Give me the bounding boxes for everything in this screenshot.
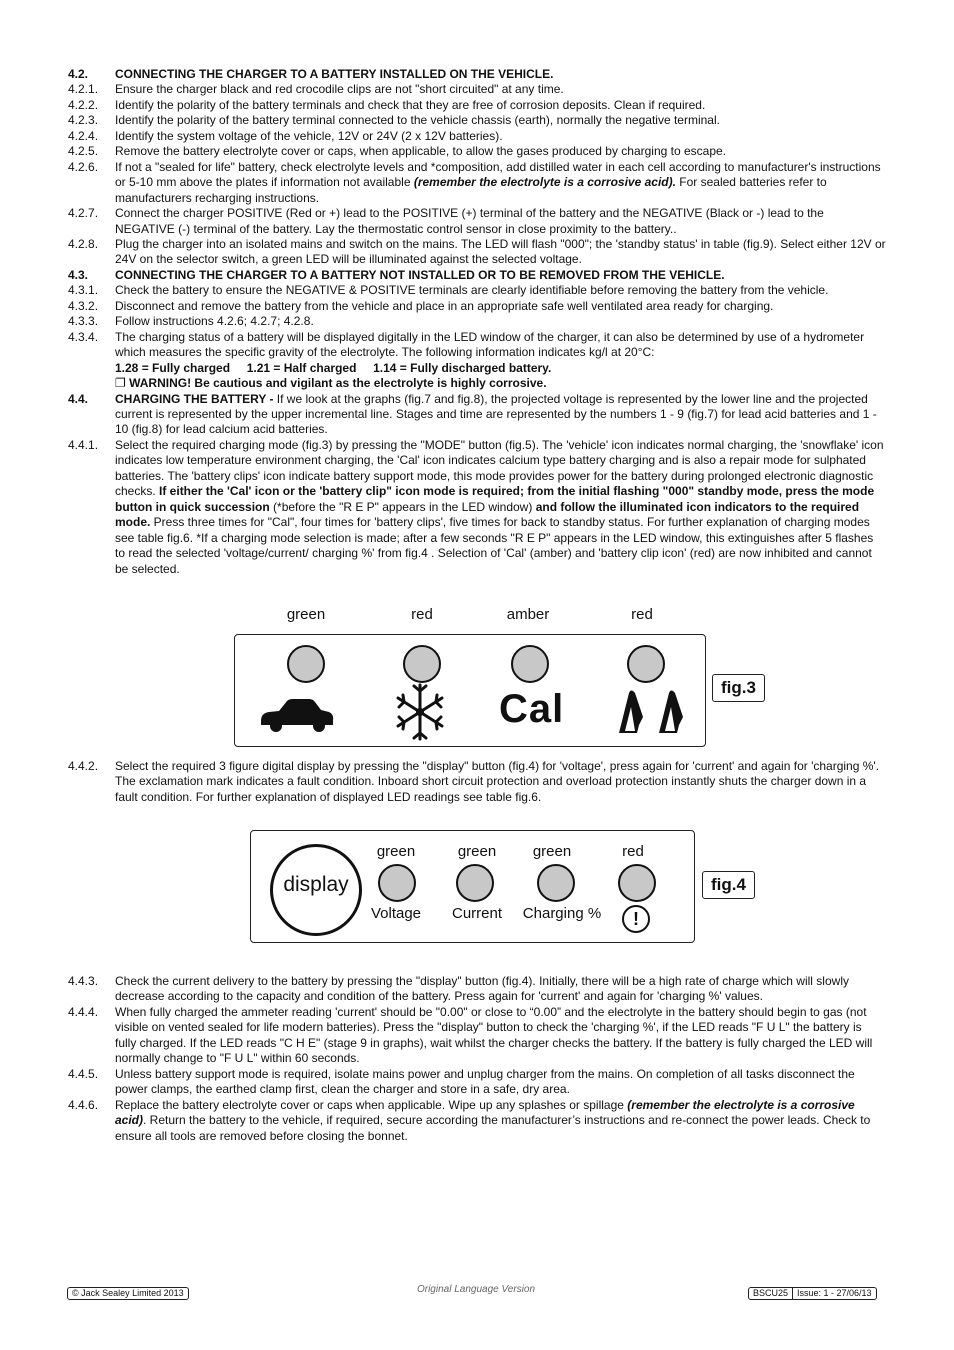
led-indicator (627, 645, 665, 683)
voltage-label: Voltage (370, 905, 422, 922)
car-icon (259, 695, 335, 735)
model-number: BSCU25 (749, 1288, 793, 1299)
list-item: 4.4.3. Check the current delivery to the battery by pressing the "display" button (fig.4). Initially, there will be a high rate of charge which will slowly decrease according to the capacity and condition of the battery. Press again for 'current' and again for 'charging %' values. (68, 974, 849, 1004)
section-4-4-3-to-6 (68, 974, 886, 1144)
led-indicator (378, 864, 416, 902)
list-item: 4.4.1. Select the required charging mode (fig.3) by pressing the "MODE" button (fig.5). The 'vehicle' icon indicates normal charging, the 'snowflake' icon indicates low temperature environment charging, the 'Cal' icon indicates calcium type battery charging and is also a repair mode for sulphated batteries. The 'battery clips' icon indicate battery support mode, this mode provides power for the battery during prolonged electronic diagnostic checks. If either the 'Cal' icon or the 'battery clip" icon mode is required; from the initial flashing "000" standby mode, press the mode button in quick succession (*before the "R E P" appears in the LED window) and follow the illuminated icon indicators to the required mode. Press three times for "Cal", four times for 'battery clips', five times for back to standby status. For further explanation of charging modes see table fig.6. *If a charging mode selection is made; after a few seconds "R E P" appears in the LED window, this extinguishes after 5 flashes to read the selected 'voltage/current/ charging %' from fig.4 . Selection of 'Cal' (amber) and 'battery clip icon' (red) are now inhibited and cannot be selected. (68, 437, 884, 576)
list-item: 4.2.3. Identify the polarity of the battery terminal connected to the vehicle chassis (earth), normally the negative terminal. (68, 113, 720, 128)
section-heading: 4.3. CONNECTING THE CHARGER TO A BATTERY NOT INSTALLED OR TO BE REMOVED FROM THE VEHICLE. (68, 267, 725, 282)
section-4-4-intro: 4.4. CHARGING THE BATTERY - If we look at the graphs (fig.7 and fig.8), the projected voltage is represented by the lower line and the projected current is represented by the upper incremental line. Stages and time are represented by the numbers 1 - 9 (fig.7) for lead acid batteries and 1 - 10 (fig.8) for lead calcium acid batteries. (68, 391, 877, 437)
display-panel (250, 830, 695, 943)
figure-label: fig.4 (702, 871, 755, 899)
led-color-label: red (622, 843, 644, 860)
snowflake-icon (395, 683, 445, 741)
list-item: 4.4.5. Unless battery support mode is required, isolate mains power and unplug charger from the mains. On completion of all tasks disconnect the power clamps, the earthed clamp first, clean the charger and store in a safe, dry area. (68, 1066, 855, 1097)
cal-icon: Cal (499, 687, 565, 731)
led-indicator (287, 645, 325, 683)
list-item: 4.3.2. Disconnect and remove the battery from the vehicle and place in an appropriate safe well ventilated area ready for charging. (68, 298, 774, 313)
list-item: 4.2.4. Identify the system voltage of the vehicle, 12V or 24V (2 x 12V batteries). (68, 128, 503, 143)
display-button-label: display (283, 873, 349, 896)
list-item: 4.2.7. Connect the charger POSITIVE (Red or +) lead to the POSITIVE (+) terminal of the battery and the NEGATIVE (Black or -) lead to the NEGATIVE (-) terminal of the battery. Lay the thermostatic control sensor in close proximity to the battery.. (68, 206, 824, 236)
led-indicator (537, 864, 575, 902)
warning-text: ❐ WARNING! Be cautious and vigilant as the electrolyte is highly corrosive. (115, 376, 547, 391)
current-label: Current (451, 905, 503, 922)
led-indicator (403, 645, 441, 683)
led-color-label: green (286, 606, 326, 623)
list-item: 4.4.4. When fully charged the ammeter reading 'current' should be "0.00" or close to “0.00” and the electrolyte in the battery should begin to gas (not visible on vented sealed for life modern batteries). Press the "display" button to check the 'charging %', if the LED reads "F U L" the battery is fully charged. If the LED reads "C H E" (stage 9 in graphs), wait whilst the charger checks the battery. If the battery is fully charged the LED will normally change to "F U L" within 60 seconds. (68, 1004, 873, 1066)
led-color-label: green (376, 843, 416, 860)
led-indicator (618, 864, 656, 902)
led-indicator (511, 645, 549, 683)
copyright-label: © Jack Sealey Limited 2013 (67, 1287, 189, 1300)
list-item: 4.4.6. Replace the battery electrolyte cover or caps when applicable. Wipe up any splashes or spillage (remember the electrolyte is a corrosive acid). Return the battery to the vehicle, if required, secure according the manufacturer’s instructions and re-connect the power leads. Check to ensure all tools are removed before closing the bonnet. (68, 1097, 871, 1143)
battery-clips-icon (615, 687, 691, 735)
language-version-label: Original Language Version (416, 1284, 536, 1295)
section-heading: 4.2. CONNECTING THE CHARGER TO A BATTERY INSTALLED ON THE VEHICLE. (68, 67, 554, 81)
gravity-values: 1.28 = Fully charged 1.21 = Half charged 1.14 = Fully discharged battery. (115, 360, 552, 375)
list-item: 4.3.3. Follow instructions 4.2.6; 4.2.7; 4.2.8. (68, 314, 314, 329)
list-item: 4.3.1. Check the battery to ensure the NEGATIVE & POSITIVE terminals are clearly identifiable before removing the battery from the vehicle. (68, 283, 829, 298)
fault-alert-icon: ! (622, 905, 650, 933)
list-item: 4.2.8. Plug the charger into an isolated mains and switch on the mains. The LED will flash "000"; the 'standby status' in table (fig.9). Select either 12V or 24V on the selector switch, a green LED will be illuminated against the selected voltage. (68, 236, 886, 267)
list-item: 4.4.2. Select the required 3 figure digital display by pressing the "display" button (fig.4) for 'voltage', press again for 'current' and again for 'charging %'. The exclamation mark indicates a fault condition. Inboard short circuit protection and overload protection instantly shuts the charger down in a fault condition. For further explanation of displayed LED readings see table fig.6. (68, 759, 880, 804)
issue-date: Issue: 1 - 27/06/13 (797, 1288, 872, 1298)
led-color-label: green (532, 843, 572, 860)
led-indicator (456, 864, 494, 902)
document-id-box (748, 1287, 877, 1300)
led-color-label: red (411, 606, 433, 623)
mode-indicator-panel (234, 634, 706, 747)
list-item: 4.2.1. Ensure the charger black and red crocodile clips are not "short circuited" at any time. (68, 82, 564, 97)
led-color-label: red (631, 606, 653, 623)
list-item: 4.3.4. The charging status of a battery will be displayed digitally in the LED window of the charger, it can also be determined by use of a hydrometer which measures the specific gravity of the electrolyte. The following information indicates kg/l at 20°C: (68, 329, 865, 360)
list-item: 4.2.2. Identify the polarity of the battery terminals and check that they are free of corrosion deposits. Clean if required. (68, 97, 706, 112)
led-color-label: amber (506, 606, 550, 623)
charging-percent-label: Charging % (522, 905, 602, 922)
section-4-2 (68, 67, 886, 577)
led-color-label: green (457, 843, 497, 860)
list-item: 4.2.5. Remove the battery electrolyte cover or caps, when applicable, to allow the gases produced by charging to escape. (68, 144, 727, 159)
section-4-4-2 (68, 759, 886, 805)
list-item: 4.2.6. If not a "sealed for life" battery, check electrolyte levels and *composition, add distilled water in each cell according to manufacturer's instructions or 5-10 mm above the plates if information not available (remember the electrolyte is a corrosive acid). For sealed batteries refer to manufacturers recharging instructions. (68, 159, 881, 205)
figure-label: fig.3 (712, 674, 765, 702)
